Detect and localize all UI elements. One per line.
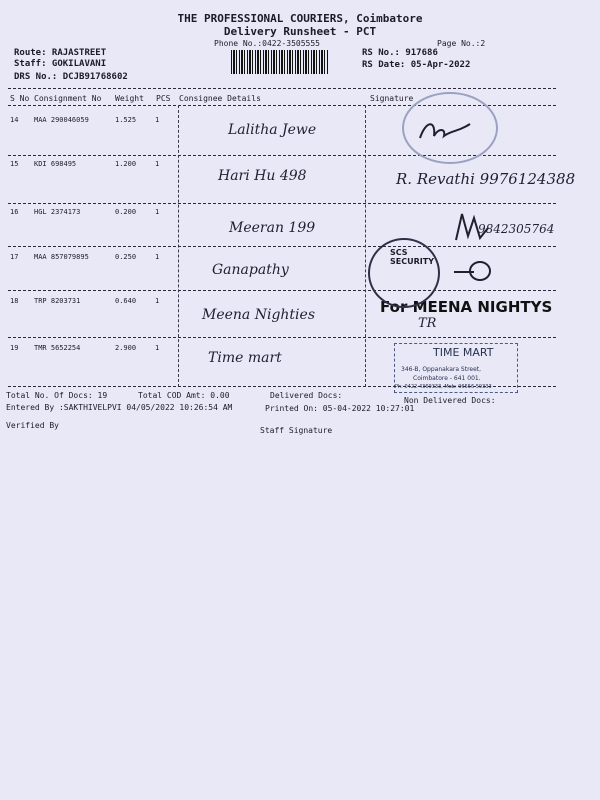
pcs: 1 <box>155 208 160 216</box>
col-signature: Signature <box>370 94 414 103</box>
col-weight: Weight <box>115 94 144 103</box>
timemart-stamp: TIME MART 346-B, Oppanakara Street, Coimbatore - 641 001. Ph: 0422-4369333, Mob: 96556 59333 <box>394 343 518 393</box>
verified-by: Verified By <box>6 421 59 430</box>
table-row: 19 <box>10 344 19 352</box>
consignee-handwritten: Meena Nighties <box>202 307 315 323</box>
scs-stamp-icon: SCS SECURITY <box>368 238 440 308</box>
signature-scribble-icon <box>418 118 474 146</box>
entered-by: Entered By :SAKTHIVELPVI 04/05/2022 10:26:54 AM <box>6 403 233 412</box>
weight: 2.900 <box>115 344 137 352</box>
pcs: 1 <box>155 297 160 305</box>
pcs: 1 <box>155 160 160 168</box>
consignment-no: TRP 8203731 <box>34 297 81 305</box>
table-row: 14 <box>10 116 19 124</box>
page-number: Page No.:2 <box>437 39 486 48</box>
weight: 0.640 <box>115 297 137 305</box>
table-row: 17 <box>10 253 19 261</box>
signature-scribble-icon <box>452 210 492 246</box>
consignee-handwritten: Time mart <box>208 350 282 366</box>
col-pcs: PCS <box>156 94 171 103</box>
route: Route: RAJASTREET <box>14 48 107 58</box>
consignee-handwritten: Meeran 199 <box>229 220 316 236</box>
non-delivered-docs: Non Delivered Docs: <box>404 396 496 405</box>
signature-handwritten: 9842305764 <box>478 222 555 236</box>
staff: Staff: GOKILAVANI <box>14 59 107 69</box>
table-row: 18 <box>10 297 19 305</box>
total-cod: Total COD Amt: 0.00 <box>138 391 230 400</box>
rs-number: RS No.: 917686 <box>362 48 438 58</box>
delivered-docs: Delivered Docs: <box>270 391 343 400</box>
col-consignee: Consignee Details <box>179 94 261 103</box>
consignment-no: MAA 290046059 <box>34 116 89 124</box>
signature-handwritten: R. Revathi 9976124388 <box>396 170 576 188</box>
weight: 0.250 <box>115 253 137 261</box>
table-row: 16 <box>10 208 19 216</box>
company-name: THE PROFESSIONAL COURIERS, Coimbatore <box>177 12 423 25</box>
total-docs: Total No. Of Docs: 19 <box>6 391 108 400</box>
barcode <box>231 50 329 74</box>
staff-signature: Staff Signature <box>260 426 333 435</box>
rs-date: RS Date: 05-Apr-2022 <box>362 60 471 70</box>
consignment-no: KDI 698495 <box>34 160 77 168</box>
consignment-no: HGL 2374173 <box>34 208 81 216</box>
col-sno: S No <box>10 94 30 103</box>
pcs: 1 <box>155 253 160 261</box>
printed-on: Printed On: 05-04-2022 10:27:01 <box>265 404 415 413</box>
pcs: 1 <box>155 116 160 124</box>
phone-number: Phone No.:0422-3505555 <box>214 39 320 48</box>
pcs: 1 <box>155 344 160 352</box>
consignee-handwritten: Ganapathy <box>212 262 289 278</box>
drs-number: DRS No.: DCJB91768602 <box>14 72 128 82</box>
document-title: Delivery Runsheet - PCT <box>223 25 377 38</box>
col-consignment: Consignment No <box>34 94 102 103</box>
consignee-handwritten: Lalitha Jewe <box>228 122 317 138</box>
weight: 0.200 <box>115 208 137 216</box>
consignee-handwritten: Hari Hu 498 <box>218 168 307 184</box>
weight: 1.525 <box>115 116 137 124</box>
table-row: 15 <box>10 160 19 168</box>
consignment-no: MAA 857079895 <box>34 253 89 261</box>
signature-scribble-icon <box>452 258 492 284</box>
weight: 1.200 <box>115 160 137 168</box>
meena-initials: TR <box>418 316 437 331</box>
meena-stamp: For MEENA NIGHTYS <box>380 298 553 316</box>
consignment-no: TMR 5652254 <box>34 344 81 352</box>
